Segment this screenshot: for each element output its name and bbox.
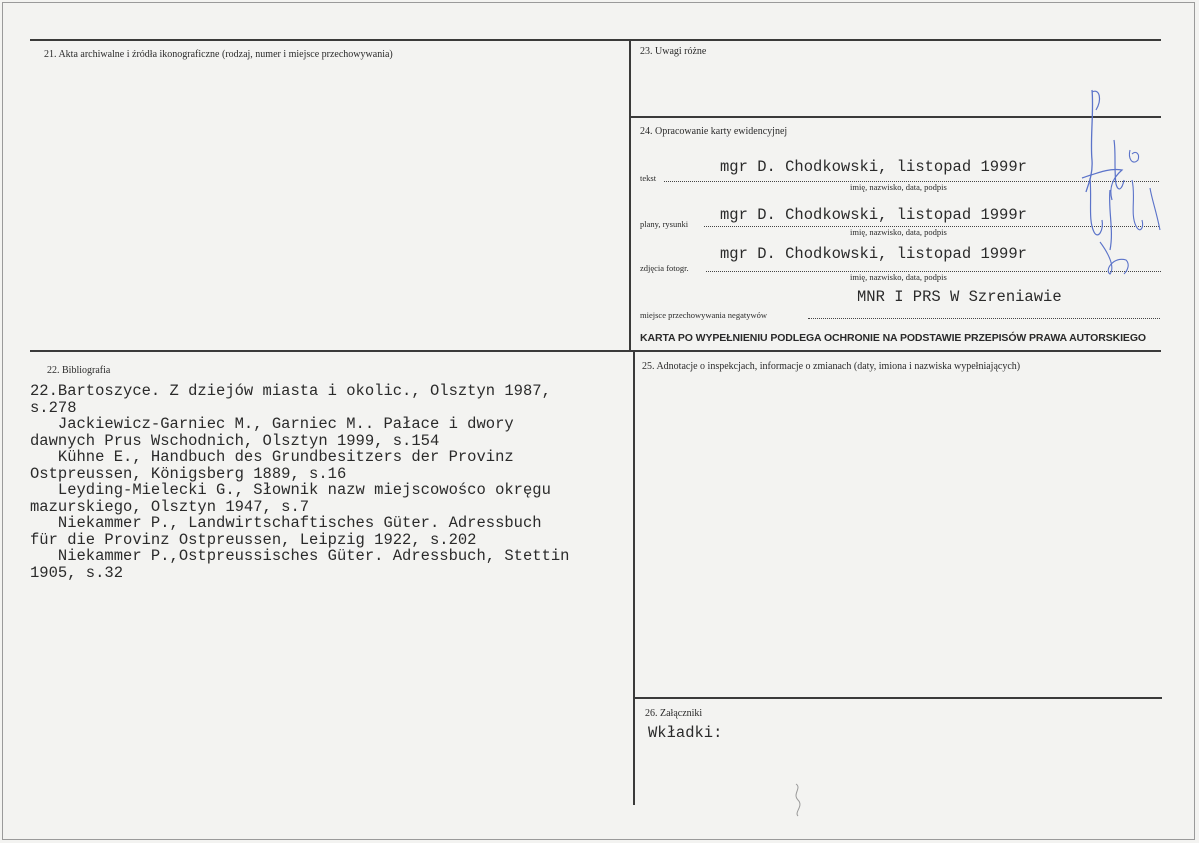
plany-hint: imię, nazwisko, data, podpis xyxy=(850,227,947,237)
zdjecia-field-label: zdjęcia fotogr. xyxy=(640,263,689,273)
middle-rule xyxy=(30,350,1161,352)
bibliography-line: für die Provinz Ostpreussen, Leipzig 1922, s.202 xyxy=(30,530,477,549)
zdjecia-value: mgr D. Chodkowski, listopad 1999r xyxy=(720,245,1027,263)
section-23-label: 23. Uwagi różne xyxy=(640,46,707,57)
section-21-label: 21. Akta archiwalne i źródła ikonograficzne (rodzaj, numer i miejsce przechowywania) xyxy=(44,49,393,60)
section-22-label: 22. Bibliografia xyxy=(47,365,111,376)
bibliography-line: Ostpreussen, Königsberg 1889, s.16 xyxy=(30,464,347,483)
bibliography-list xyxy=(30,383,630,581)
center-divider-upper xyxy=(629,39,631,351)
plany-value: mgr D. Chodkowski, listopad 1999r xyxy=(720,206,1027,224)
negatives-value: MNR I PRS W Szreniawie xyxy=(857,288,1062,306)
bibliography-line: Leyding-Mielecki G., Słownik nazw miejscowośco okręgu xyxy=(30,481,551,499)
bibliography-line: Niekammer P.,Ostpreussisches Güter. Adressbuch, Stettin xyxy=(30,547,570,565)
section-25-label: 25. Adnotacje o inspekcjach, informacje o zmianach (daty, imiona i nazwiska wypełniających) xyxy=(642,361,1021,372)
top-rule xyxy=(30,39,1161,41)
rule-25-26 xyxy=(634,697,1162,699)
section-26-label: 26. Załączniki xyxy=(645,708,703,719)
bibliography-line: Kühne E., Handbuch des Grundbesitzers der Provinz xyxy=(30,448,514,466)
bibliography-line: s.278 xyxy=(30,398,77,417)
tekst-field-label: tekst xyxy=(640,173,657,183)
copyright-notice: KARTA PO WYPEŁNIENIU PODLEGA OCHRONIE NA PODSTAWIE PRZEPISÓW PRAWA AUTORSKIEGO xyxy=(640,332,1146,344)
zdjecia-hint: imię, nazwisko, data, podpis xyxy=(850,272,947,282)
negatives-dotted-line xyxy=(808,318,1160,319)
signature-2 xyxy=(1080,170,1170,280)
negatives-field-label: miejsce przechowywania negatywów xyxy=(640,310,767,320)
bibliography-line: 1905, s.32 xyxy=(30,563,124,582)
bibliography-line: Niekammer P., Landwirtschaftisches Güter. Adressbuch xyxy=(30,514,542,532)
center-divider-lower xyxy=(633,351,635,805)
section-24-label: 24. Opracowanie karty ewidencyjnej xyxy=(640,126,788,137)
pencil-mark xyxy=(788,780,808,820)
plany-field-label: plany, rysunki xyxy=(640,219,689,229)
bibliography-line: dawnych Prus Wschodnich, Olsztyn 1999, s.154 xyxy=(30,431,440,450)
bibliography-line: 22.Bartoszyce. Z dziejów miasta i okolic., Olsztyn 1987, xyxy=(30,382,551,400)
bibliography-line: mazurskiego, Olsztyn 1947, s.7 xyxy=(30,497,310,516)
tekst-value: mgr D. Chodkowski, listopad 1999r xyxy=(720,158,1027,176)
bibliography-line: Jackiewicz-Garniec M., Garniec M.. Pałace i dwory xyxy=(30,415,514,433)
attachments-value: Wkładki: xyxy=(648,724,723,742)
tekst-hint: imię, nazwisko, data, podpis xyxy=(850,182,947,192)
